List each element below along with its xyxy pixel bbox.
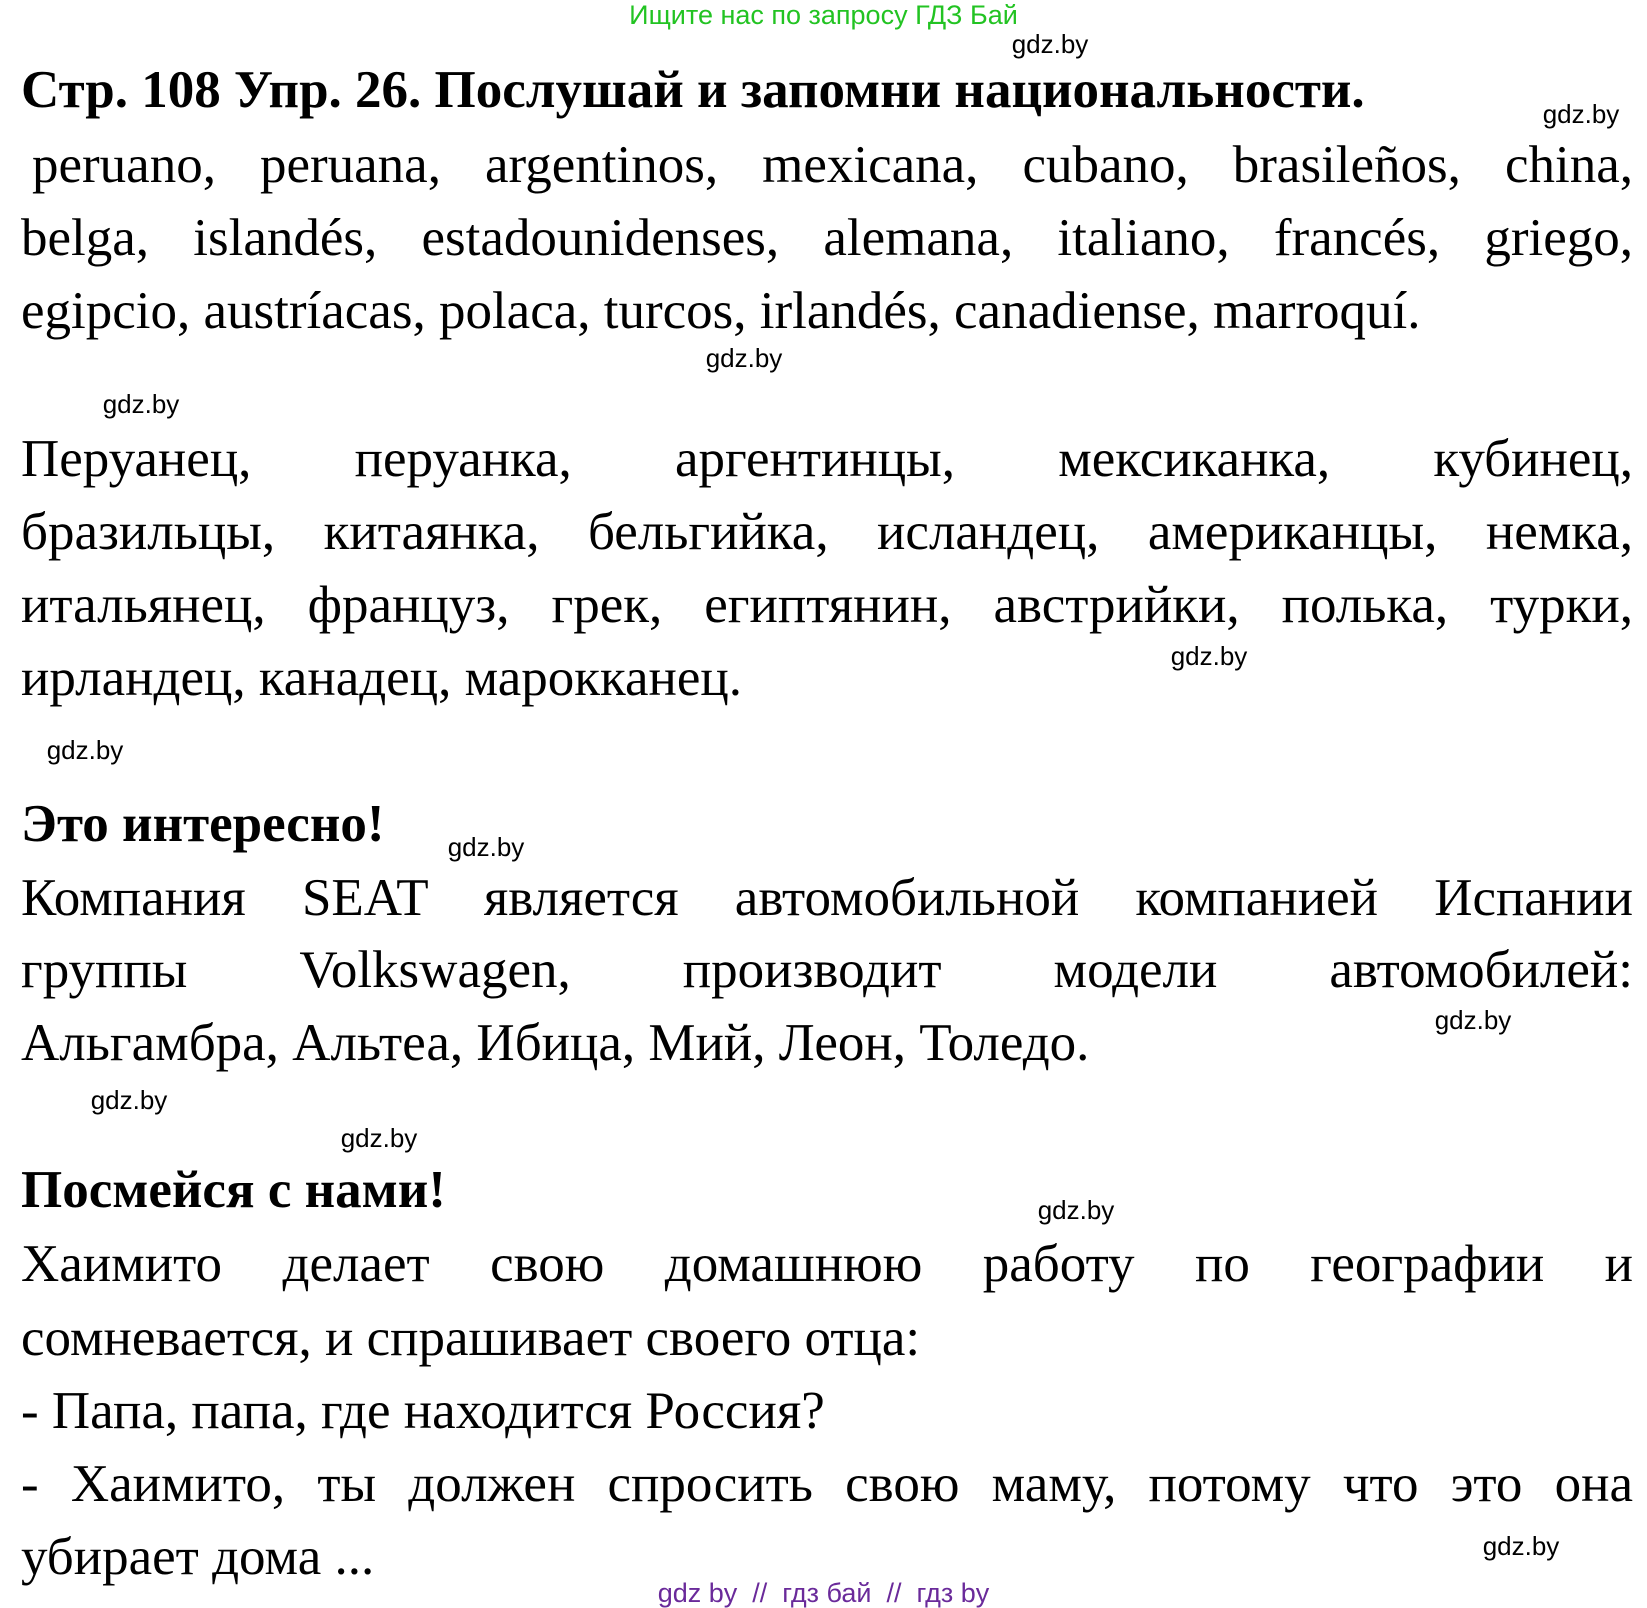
russian-line: бразильцы, китаянка, бельгийка, исландец, американцы, немка, (21, 503, 1633, 561)
watermark: gdz.by (1434, 1005, 1512, 1035)
watermark: gdz.by (705, 343, 783, 373)
watermark: gdz.by (1011, 29, 1089, 59)
joke-line: убирает дома ... (21, 1528, 375, 1586)
search-banner: Ищите нас по запросу ГДЗ Бай (629, 0, 1018, 30)
joke-line: сомневается, и спрашивает своего отца: (21, 1309, 921, 1367)
page-title: Стр. 108 Упр. 26. Послушай и запомни национальности. (21, 61, 1365, 119)
russian-line: Перуанец, перуанка, аргентинцы, мексиканка, кубинец, (21, 430, 1633, 488)
joke-line: - Папа, папа, где находится Россия? (21, 1382, 825, 1440)
spanish-line: egipcio, austríacas, polaca, turcos, irlandés, canadiense, marroquí. (21, 282, 1421, 340)
joke-heading: Посмейся с нами! (21, 1161, 446, 1219)
spanish-line: belga, islandés, estadounidenses, alemana, italiano, francés, griego, (21, 209, 1633, 267)
watermark: gdz.by (340, 1123, 418, 1153)
joke-line: - Хаимито, ты должен спросить свою маму, потому что это она (21, 1455, 1633, 1513)
interesting-heading: Это интересно! (21, 795, 385, 853)
watermark: gdz.by (1037, 1195, 1115, 1225)
russian-line: итальянец, француз, грек, египтянин, австрийки, полька, турки, (21, 576, 1633, 634)
watermark: gdz.by (1542, 99, 1620, 129)
interesting-line: группы Volkswagen, производит модели автомобилей: (21, 941, 1633, 999)
interesting-line: Компания SEAT является автомобильной компанией Испании (21, 869, 1633, 927)
joke-line: Хаимито делает свою домашнюю работу по географии и (21, 1235, 1633, 1293)
footer-watermark: gdz by // гдз бай // гдз by (657, 1578, 990, 1608)
watermark: gdz.by (102, 389, 180, 419)
watermark: gdz.by (90, 1085, 168, 1115)
russian-line: ирландец, канадец, марокканец. (21, 649, 742, 707)
interesting-line: Альгамбра, Альтеа, Ибица, Мий, Леон, Толедо. (21, 1014, 1090, 1072)
watermark: gdz.by (1482, 1531, 1560, 1561)
watermark: gdz.by (1170, 641, 1248, 671)
spanish-line: peruano, peruana, argentinos, mexicana, cubano, brasileños, china, (32, 136, 1633, 194)
watermark: gdz.by (46, 735, 124, 765)
watermark: gdz.by (447, 832, 525, 862)
